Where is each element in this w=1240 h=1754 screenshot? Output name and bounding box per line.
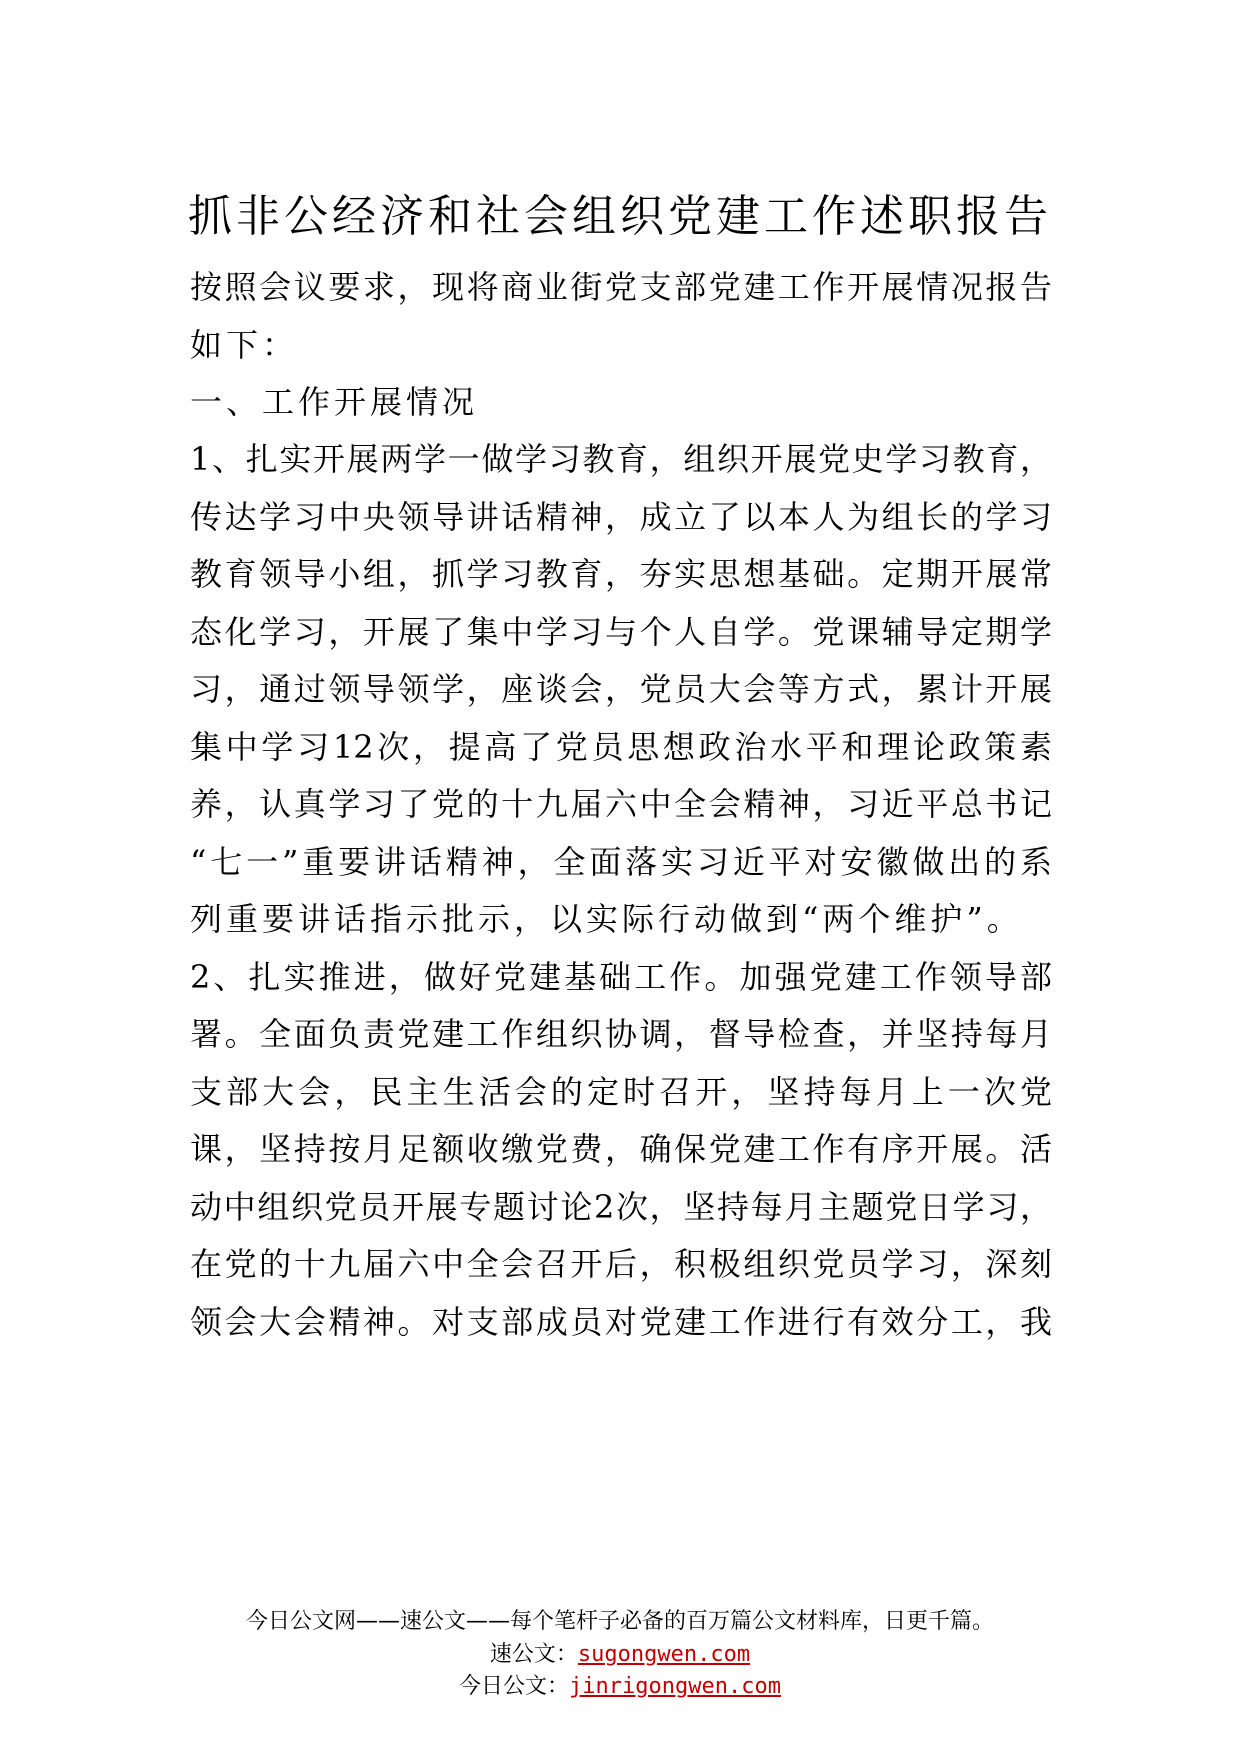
footer-site-2-link[interactable]: jinrigongwen.com [569, 1674, 781, 1699]
document-title: 抓非公经济和社会组织党建工作述职报告 [188, 191, 1052, 243]
body-line: 集中学习12次，提高了党员思想政治水平和理论政策素 [190, 728, 1052, 766]
body-line: 2、扎实推进，做好党建基础工作。加强党建工作领导部 [190, 958, 1052, 996]
body-line: 养，认真学习了党的十九届六中全会精神，习近平总书记 [190, 785, 1052, 823]
body-line: 领会大会精神。对支部成员对党建工作进行有效分工，我 [190, 1303, 1052, 1341]
section-heading: 一、工作开展情况 [190, 383, 479, 421]
body-line: 按照会议要求，现将商业街党支部党建工作开展情况报告 [190, 268, 1052, 306]
footer-site-1-label: 速公文： [489, 1642, 578, 1667]
body-line: 态化学习，开展了集中学习与个人自学。党课辅导定期学 [190, 613, 1052, 651]
body-line: 习，通过领导领学，座谈会，党员大会等方式，累计开展 [190, 670, 1052, 708]
footer-site-2 [0, 1672, 1240, 1702]
footer-site-1-link[interactable]: sugongwen.com [577, 1642, 751, 1667]
footer-site-2-label: 今日公文： [459, 1674, 570, 1699]
body-line: “七一”重要讲话精神，全面落实习近平对安徽做出的系 [190, 843, 1052, 881]
body-line: 1、扎实开展两学一做学习教育，组织开展党史学习教育， [190, 440, 1052, 478]
body-line: 如下： [190, 326, 299, 364]
body-line: 课，坚持按月足额收缴党费，确保党建工作有序开展。活 [190, 1130, 1052, 1168]
body-line: 支部大会，民主生活会的定时召开，坚持每月上一次党 [190, 1073, 1052, 1111]
body-line: 传达学习中央领导讲话精神，成立了以本人为组长的学习 [190, 498, 1052, 536]
footer-site-1 [0, 1640, 1240, 1670]
body-line: 动中组织党员开展专题讨论2次，坚持每月主题党日学习， [190, 1188, 1052, 1226]
body-line: 教育领导小组，抓学习教育，夯实思想基础。定期开展常 [190, 555, 1052, 593]
body-line: 在党的十九届六中全会召开后，积极组织党员学习，深刻 [190, 1245, 1052, 1283]
body-line: 署。全面负责党建工作组织协调，督导检查，并坚持每月 [190, 1015, 1052, 1053]
body-line: 列重要讲话指示批示，以实际行动做到“两个维护”。 [190, 900, 1023, 938]
footer-slogan: 今日公文网——速公文——每个笔杆子必备的百万篇公文材料库，日更千篇。 [245, 1609, 994, 1634]
